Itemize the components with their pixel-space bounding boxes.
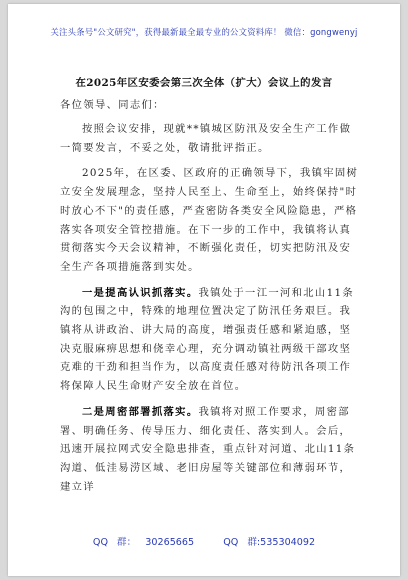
document-page — [8, 4, 400, 576]
paragraph-overview — [60, 164, 362, 276]
footer-qq-group-2: QQ 群:535304092 — [223, 537, 316, 548]
salutation: 各位领导、同志们： — [60, 99, 165, 111]
paragraph-text: 我镇处于一江一河和北山11条沟的包围之中，特殊的地理位置决定了防汛任务艰巨。我镇将从讲政治、讲大局的高度，增强责任感和紧迫感，坚决克服麻痹思想和侥幸心理，充分调动镇社两级干部攻坚克难的干劲和担当作为，以高度责任感对待防汛各项工作将保障人民生命财产安全放在首位。 — [60, 286, 355, 393]
paragraph-point-two — [60, 403, 362, 497]
paragraph-text: 按照会议安排，现就**镇城区防汛及安全生产工作做一简要发言，不妥之处，敬请批评指正。 — [60, 123, 352, 154]
footer-qq-group-1: QQ 群： 30265665 — [92, 537, 195, 548]
paragraph-text: 我镇将对照工作要求，周密部署、明确任务、传导压力、细化责任、落实到人。会后，迅速开展拉网式安全隐患排查，重点针对河道、北山11条沟道、低洼易涝区域、老旧房屋等关键部位和薄弱环节，建立详 — [60, 405, 356, 493]
header-notice: 关注头条号"公文研究"，获得最新最全最专业的公文资料库！ 微信：gongwenyj — [50, 27, 358, 37]
document-title: 在2025年区安委会第三次全体（扩大）会议上的发言 — [75, 77, 333, 89]
paragraph-lead: 二是周密部署抓落实。 — [82, 405, 199, 418]
document-body — [60, 99, 362, 503]
paragraph-point-one — [60, 284, 362, 396]
paragraph-intro — [60, 120, 362, 157]
footer-contact — [8, 534, 400, 548]
paragraph-text: 2025年，在区委、区政府的正确领导下，我镇牢固树立安全发展理念，坚持人民至上、生命至上，始终保持"时时放心不下"的责任感，严查密防各类安全风险隐患，严格落实各项安全管控措施。在下一步的工作中，我镇将认真贯彻落实今天会议精神，不断强化责任，切实把防汛及安全生产各项措施落到实处。 — [60, 167, 359, 273]
paragraph-lead: 一是提高认识抓落实。 — [82, 286, 199, 299]
